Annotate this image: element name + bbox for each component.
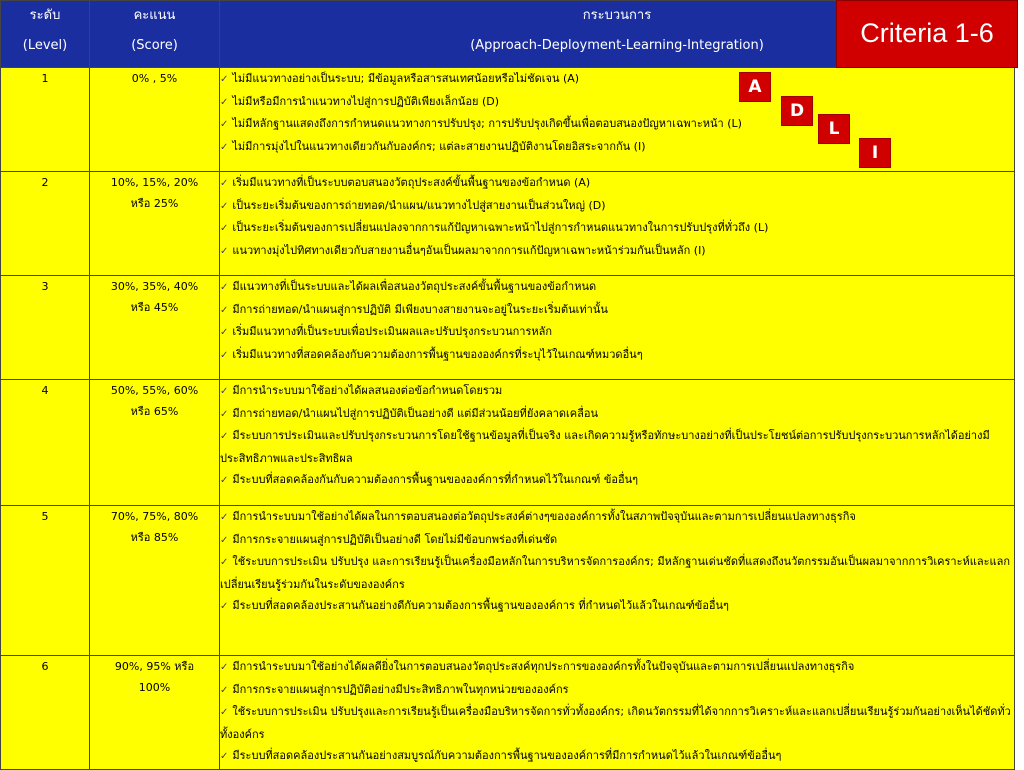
checkmark-icon: ✓ [220,74,229,85]
criteria-text: ไม่มีการมุ่งไปในแนวทางเดียวกันกับองค์กร; แต่ละสายงานปฏิบัติงานโดยอิสระจากกัน (I) [232,139,646,153]
process-cell [220,506,1015,656]
criteria-item [220,679,1014,702]
process-cell [220,172,1015,276]
checkmark-icon: ✓ [220,431,229,442]
criteria-text: เป็นระยะเริ่มต้นของการเปลี่ยนแปลงจากการแก้ปัญหาเฉพาะหน้าไปสู่การกำหนดแนวทางในการปรับปรุงที่ทั่วถึง (L) [232,221,769,234]
score-line: หรือ 45% [130,301,179,314]
score-line: 10%, 15%, 20% [110,176,199,189]
score-line: หรือ 65% [130,405,179,418]
criteria-item [220,595,1014,618]
criteria-item [220,68,1014,91]
score-line: หรือ 25% [130,197,179,210]
checkmark-icon: ✓ [220,223,229,234]
criteria-badge: Criteria 1-6 [836,0,1018,68]
criteria-text: มีแนวทางที่เป็นระบบและได้ผลเพื่อสนองวัตถุประสงค์ขั้นพื้นฐานของข้อกำหนด [232,280,597,293]
level-header-en: (Level) [22,38,68,53]
criteria-text: มีการถ่ายทอด/นำแผนไปสู่การปฏิบัติเป็นอย่างดี แต่มีส่วนน้อยที่ยังคลาดเคลื่อน [232,406,599,420]
checkmark-icon: ✓ [220,475,229,486]
approach-header-en: (Approach-Deployment-Learning-Integration) [470,38,764,53]
score-cell [90,506,220,656]
criteria-text: มีระบบการประเมินและปรับปรุงกระบวนการโดยใช้ฐานข้อมูลที่เป็นจริง และเกิดความรู้หรือทักษะบางอย่างที่เป็นประโยชน์ต่อการปรับปรุงกระบวนการหลักได้อย่างมีประสิทธิภาพและประสิทธิผล [220,429,990,465]
score-header [90,1,220,68]
checkmark-icon: ✓ [220,534,229,546]
score-line: 0% , 5% [131,72,178,85]
score-cell [90,656,220,770]
level-header-th: ระดับ [29,8,61,23]
checkmark-icon: ✓ [220,707,229,718]
criteria-item [220,240,1014,263]
score-cell [90,172,220,276]
criteria-text: มีการนำระบบมาใช้อย่างได้ผลดียิ่งในการตอบสนองวัตถุประสงค์ทุกประการขององค์กรทั้งในปัจจุบันและตามการเปลี่ยนแปลงทางธุรกิจ [232,660,855,673]
table-row [1,172,1015,276]
criteria-text: ไม่มีแนวทางอย่างเป็นระบบ; มีข้อมูลหรือสารสนเทศน้อยหรือไม่ชัดเจน (A) [232,72,580,85]
criteria-item [220,529,1014,552]
criteria-item [220,136,1014,159]
score-header-en: (Score) [131,38,178,53]
checkmark-icon: ✓ [220,601,229,612]
criteria-text: มีระบบที่สอดคล้องประสานกันอย่างดีกับความต้องการพื้นฐานขององค์การ ที่กำหนดไว้แล้วในเกณฑ์ข้ออื่นๆ [232,599,729,612]
checkmark-icon: ✓ [220,304,229,316]
score-cell [90,380,220,506]
checkmark-icon: ✓ [220,96,229,108]
score-line: 90%, 95% หรือ [114,660,195,673]
learning-tag: L [818,114,850,144]
criteria-item [220,656,1014,679]
deployment-tag: D [781,96,813,126]
approach-header-th: กระบวนการ [582,8,652,23]
table-row [1,380,1015,506]
criteria-item [220,506,1014,529]
criteria-item [220,403,1014,426]
approach-tag: A [739,72,771,102]
score-cell [90,68,220,172]
criteria-text: ใช้ระบบการประเมิน ปรับปรุง และการเรียนรู้เป็นเครื่องมือหลักในการบริหารจัดการองค์กร; มีหลักฐานเด่นชัดที่แสดงถึงนวัตกรรมอันเป็นผลมาจากการวิเคราะห์และแลกเปลี่ยนเรียนรู้ร่วมกันในระดับขององค์กร [220,555,1010,591]
process-cell [220,380,1015,506]
criteria-text: เป็นระยะเริ่มต้นของการถ่ายทอด/นำแผน/แนวทางไปสู่สายงานเป็นส่วนใหญ่ (D) [232,198,606,212]
level-cell: 5 [1,506,90,656]
checkmark-icon: ✓ [220,200,229,212]
checkmark-icon: ✓ [220,178,229,189]
table-row [1,506,1015,656]
criteria-text: มีระบบที่สอดคล้องประสานกันอย่างสมบูรณ์กับความต้องการพื้นฐานขององค์การที่มีการกำหนดไว้แล้วในเกณฑ์ข้ออื่นๆ [232,749,782,762]
table-row [1,276,1015,380]
criteria-item [220,299,1014,322]
criteria-text: ไม่มีหรือมีการนำแนวทางไปสู่การปฏิบัติเพียงเล็กน้อย (D) [232,94,500,108]
checkmark-icon: ✓ [220,119,229,130]
score-line: 70%, 75%, 80% [110,510,199,523]
integration-tag: I [859,138,891,168]
criteria-text: ใช้ระบบการประเมิน ปรับปรุงและการเรียนรู้เป็นเครื่องมือบริหารจัดการทั่วทั้งองค์กร; เกิดนวัตกรรมที่ได้จากการวิเคราะห์และแลกเปลี่ยนเรียนรู้ร่วมกันอย่างเห็นได้ชัดทั่วทั้งองค์กร [220,705,1011,741]
criteria-item [220,113,1014,136]
criteria-item [220,425,1014,469]
checkmark-icon: ✓ [220,141,229,153]
criteria-item [220,276,1014,299]
criteria-item [220,321,1014,344]
checkmark-icon: ✓ [220,684,229,696]
criteria-item [220,380,1014,403]
criteria-text: แนวทางมุ่งไปทิศทางเดียวกับสายงานอื่นๆอันเป็นผลมาจากการแก้ปัญหาเฉพาะหน้าร่วมกันเป็นหลัก (I) [232,243,706,257]
checkmark-icon: ✓ [220,408,229,420]
criteria-text: มีระบบที่สอดคล้องกันกับความต้องการพื้นฐานขององค์การที่กำหนดไว้ในเกณฑ์ ข้ออื่นๆ [232,473,638,486]
criteria-text: มีการกระจายแผนสู่การปฏิบัติอย่างมีประสิทธิภาพในทุกหน่วยขององค์กร [232,682,569,696]
criteria-text: เริ่มมีแนวทางที่สอดคล้องกับความต้องการพื้นฐานขององค์กรที่ระบุไว้ในเกณฑ์หมวดอื่นๆ [232,347,643,361]
level-cell: 6 [1,656,90,770]
checkmark-icon: ✓ [220,751,229,762]
level-header [1,1,90,68]
criteria-item [220,551,1014,595]
checkmark-icon: ✓ [220,557,229,568]
checkmark-icon: ✓ [220,282,229,293]
criteria-item [220,195,1014,218]
level-cell: 4 [1,380,90,506]
checkmark-icon: ✓ [220,327,229,338]
score-line: 100% [138,681,171,694]
process-cell [220,68,1015,172]
criteria-item [220,701,1014,745]
criteria-text: เริ่มมีแนวทางที่เป็นระบบเพื่อประเมินผลและปรับปรุงกระบวนการหลัก [232,325,552,338]
checkmark-icon: ✓ [220,662,229,673]
criteria-item [220,344,1014,367]
criteria-text: มีการถ่ายทอด/นำแผนสู่การปฏิบัติ มีเพียงบางสายงานจะอยู่ในระยะเริ่มต้นเท่านั้น [232,302,608,316]
level-cell: 2 [1,172,90,276]
level-cell: 3 [1,276,90,380]
checkmark-icon: ✓ [220,245,229,257]
criteria-text: มีการกระจายแผนสู่การปฏิบัติเป็นอย่างดี โดยไม่มีข้อบกพร่องที่เด่นชัด [232,532,558,546]
score-line: 30%, 35%, 40% [110,280,199,293]
process-cell [220,656,1015,770]
process-cell [220,276,1015,380]
score-header-th: คะแนน [133,8,176,23]
criteria-item [220,745,1014,768]
criteria-text: เริ่มมีแนวทางที่เป็นระบบตอบสนองวัตถุประสงค์ขั้นพื้นฐานของข้อกำหนด (A) [232,176,591,189]
checkmark-icon: ✓ [220,386,229,397]
criteria-item [220,91,1014,114]
level-cell: 1 [1,68,90,172]
criteria-item [220,172,1014,195]
checkmark-icon: ✓ [220,512,229,523]
table-row [1,656,1015,770]
criteria-text: ไม่มีหลักฐานแสดงถึงการกำหนดแนวทางการปรับปรุง; การปรับปรุงเกิดขึ้นเพื่อตอบสนองปัญหาเฉพาะหน้า (L) [232,117,742,130]
score-cell [90,276,220,380]
criteria-text: มีการนำระบบมาใช้อย่างได้ผลในการตอบสนองต่อวัตถุประสงค์ต่างๆขององค์การทั้งในสภาพปัจจุบันและตามการเปลี่ยนแปลงทางธุรกิจ [232,510,856,523]
score-line: 50%, 55%, 60% [110,384,199,397]
score-line: หรือ 85% [130,531,179,544]
criteria-text: มีการนำระบบมาใช้อย่างได้ผลสนองต่อข้อกำหนดโดยรวม [232,384,503,397]
criteria-item [220,469,1014,492]
checkmark-icon: ✓ [220,349,229,361]
criteria-item [220,217,1014,240]
